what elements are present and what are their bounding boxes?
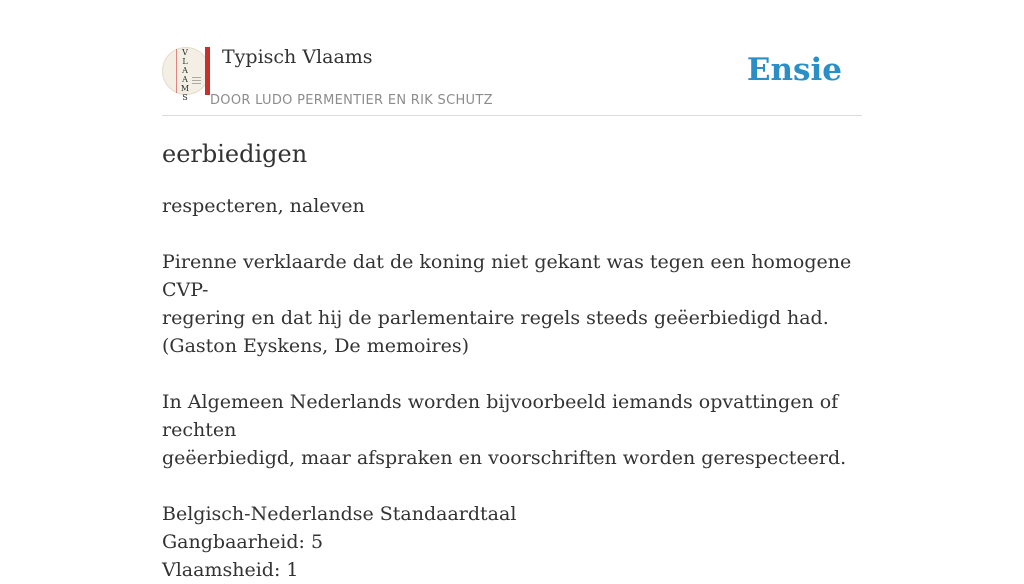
note-line: geëerbiedigd, maar afspraken en voorschriften worden gerespecteerd. bbox=[162, 447, 847, 469]
avatar[interactable] bbox=[162, 47, 210, 102]
spacer bbox=[162, 220, 862, 248]
page bbox=[162, 0, 862, 581]
example-line: Pirenne verklaarde dat de koning niet gekant was tegen een homogene CVP- bbox=[162, 251, 852, 301]
avatar-stripe bbox=[176, 49, 177, 93]
byline: DOOR LUDO PERMENTIER EN RIK SCHUTZ bbox=[210, 93, 493, 108]
avatar-lines bbox=[192, 77, 201, 85]
spacer bbox=[162, 360, 862, 388]
example-line: regering en dat hij de parlementaire regels steeds geëerbiedigd had. bbox=[162, 307, 829, 329]
example-source: (Gaston Eyskens, De memoires) bbox=[162, 335, 469, 357]
language-status: Belgisch-Nederlandse Standaardtaal bbox=[162, 503, 517, 525]
definition: respecteren, naleven bbox=[162, 195, 365, 217]
site-header bbox=[162, 0, 862, 116]
usage-rating: Gangbaarheid: 5 bbox=[162, 531, 324, 553]
flemishness-rating: Vlaamsheid: 1 bbox=[162, 559, 299, 581]
note-line: In Algemeen Nederlands worden bijvoorbeeld iemands opvattingen of rechten bbox=[162, 391, 839, 441]
blog-title[interactable]: Typisch Vlaams bbox=[222, 46, 373, 68]
spacer bbox=[162, 472, 862, 500]
headword: eerbiedigen bbox=[162, 140, 308, 168]
ensie-logo[interactable]: Ensie bbox=[746, 52, 842, 88]
avatar-edge bbox=[205, 47, 210, 95]
entry-body bbox=[162, 192, 862, 584]
avatar-letters: V L A A M S bbox=[180, 48, 190, 102]
